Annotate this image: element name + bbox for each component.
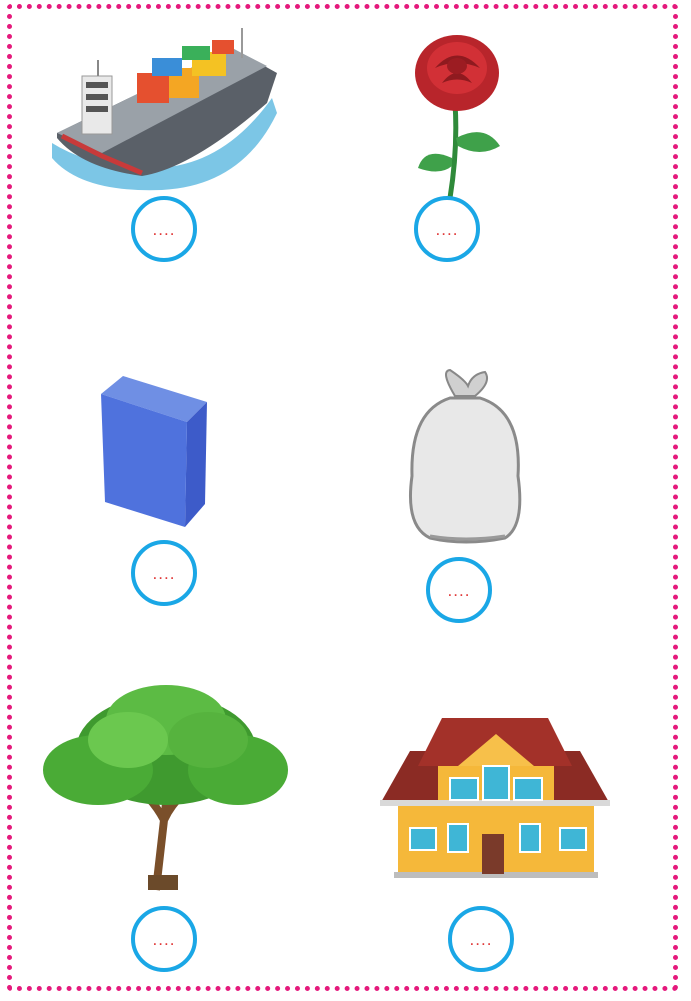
answer-placeholder: .... [152,220,176,239]
answer-placeholder: .... [152,564,176,583]
answer-circle-rose[interactable] [414,196,480,262]
garbage-bag-image [400,366,530,546]
tree-image [38,680,293,895]
answer-circle-ship[interactable] [131,196,197,262]
house-image [380,716,610,881]
answer-circle-house[interactable] [448,906,514,972]
blue-cuboid-image [95,372,215,532]
answer-circle-tree[interactable] [131,906,197,972]
answer-placeholder: .... [435,220,459,239]
answer-placeholder: .... [152,930,176,949]
answer-placeholder: .... [469,930,493,949]
answer-circle-cuboid[interactable] [131,540,197,606]
answer-placeholder: .... [447,581,471,600]
rose-image [400,28,515,203]
cargo-ship-image [42,18,282,198]
answer-circle-garbage-bag[interactable] [426,557,492,623]
